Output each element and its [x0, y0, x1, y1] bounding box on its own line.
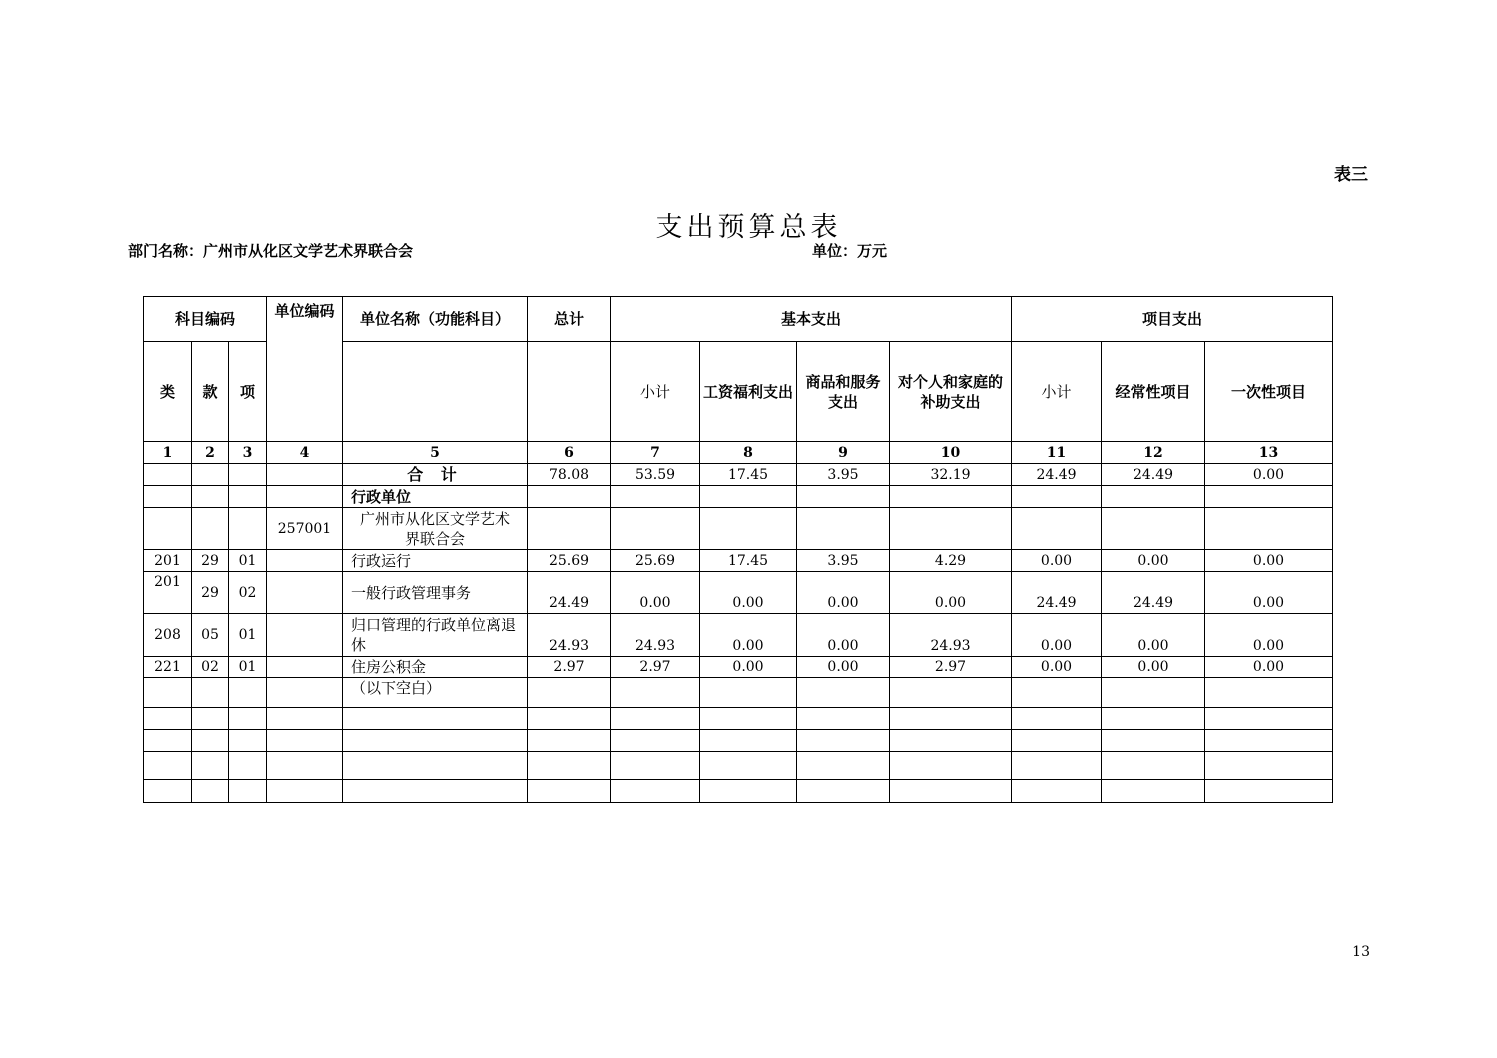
cell-salary: 0.00 — [700, 614, 797, 657]
cell-project-subtotal — [1012, 508, 1102, 550]
cell-project-subtotal — [1012, 486, 1102, 508]
cell-salary: 0.00 — [700, 657, 797, 678]
empty-row — [144, 752, 1333, 780]
cell-recurring: 0.00 — [1102, 550, 1205, 572]
header-lei: 类 — [144, 342, 192, 442]
cell-xiang — [229, 508, 267, 550]
header-kuan: 款 — [192, 342, 229, 442]
header-xiang: 项 — [229, 342, 267, 442]
index-cell: 10 — [890, 442, 1012, 464]
cell-project-subtotal — [1012, 678, 1102, 708]
cell-unit-code — [267, 572, 343, 614]
index-cell: 7 — [611, 442, 700, 464]
cell-total: 78.08 — [528, 464, 611, 486]
cell-kuan: 29 — [192, 550, 229, 572]
cell-unit-name: 住房公积金 — [343, 657, 528, 678]
header-personal-subsidy: 对个人和家庭的补助支出 — [890, 342, 1012, 442]
cell-unit-code: 257001 — [267, 508, 343, 550]
cell-goods: 0.00 — [797, 657, 890, 678]
cell-xiang — [229, 678, 267, 708]
cell-total: 2.97 — [528, 657, 611, 678]
cell-unit-code — [267, 614, 343, 657]
cell-onetime: 0.00 — [1205, 572, 1333, 614]
header-blank-total — [528, 342, 611, 442]
index-cell: 13 — [1205, 442, 1333, 464]
cell-basic-subtotal — [611, 486, 700, 508]
header-unit-name: 单位名称（功能科目） — [343, 297, 528, 342]
cell-lei: 221 — [144, 657, 192, 678]
cell-xiang — [229, 486, 267, 508]
table-number: 表三 — [1334, 165, 1368, 185]
cell-onetime: 0.00 — [1205, 550, 1333, 572]
index-cell: 3 — [229, 442, 267, 464]
cell-lei: 201 — [144, 572, 192, 614]
header-recurring-project: 经常性项目 — [1102, 342, 1205, 442]
budget-table — [143, 296, 1333, 803]
cell-lei — [144, 464, 192, 486]
index-row — [144, 442, 1333, 464]
index-cell: 6 — [528, 442, 611, 464]
cell-onetime: 0.00 — [1205, 464, 1333, 486]
department-name: 部门名称：广州市从化区文学艺术界联合会 — [128, 242, 414, 260]
cell-salary: 17.45 — [700, 550, 797, 572]
cell-recurring: 24.49 — [1102, 572, 1205, 614]
cell-unit-name: 行政单位 — [343, 486, 528, 508]
index-cell: 2 — [192, 442, 229, 464]
table-row — [144, 486, 1333, 508]
header-unit-code: 单位编码 — [267, 297, 343, 442]
cell-project-subtotal: 0.00 — [1012, 614, 1102, 657]
cell-unit-code — [267, 657, 343, 678]
page-title: 支出预算总表 — [655, 212, 842, 243]
cell-total — [528, 486, 611, 508]
cell-personal — [890, 508, 1012, 550]
cell-goods: 0.00 — [797, 572, 890, 614]
cell-kuan: 29 — [192, 572, 229, 614]
cell-project-subtotal: 24.49 — [1012, 464, 1102, 486]
table-row — [144, 572, 1333, 614]
cell-onetime — [1205, 508, 1333, 550]
index-cell: 4 — [267, 442, 343, 464]
cell-goods — [797, 486, 890, 508]
cell-kuan: 02 — [192, 657, 229, 678]
cell-basic-subtotal: 0.00 — [611, 572, 700, 614]
cell-kuan — [192, 678, 229, 708]
cell-kuan — [192, 508, 229, 550]
cell-personal — [890, 678, 1012, 708]
cell-recurring — [1102, 486, 1205, 508]
empty-row — [144, 708, 1333, 730]
cell-kuan — [192, 486, 229, 508]
cell-unit-name: （以下空白） — [343, 678, 528, 708]
index-cell: 9 — [797, 442, 890, 464]
cell-project-subtotal: 0.00 — [1012, 550, 1102, 572]
cell-xiang — [229, 464, 267, 486]
cell-lei — [144, 508, 192, 550]
cell-onetime — [1205, 486, 1333, 508]
cell-basic-subtotal: 53.59 — [611, 464, 700, 486]
header-blank-name — [343, 342, 528, 442]
cell-goods: 0.00 — [797, 614, 890, 657]
cell-onetime — [1205, 678, 1333, 708]
cell-recurring: 0.00 — [1102, 657, 1205, 678]
cell-lei: 208 — [144, 614, 192, 657]
cell-unit-name: 行政运行 — [343, 550, 528, 572]
cell-unit-name: 合 计 — [343, 464, 528, 486]
cell-kuan: 05 — [192, 614, 229, 657]
cell-lei — [144, 678, 192, 708]
cell-salary — [700, 678, 797, 708]
cell-personal: 2.97 — [890, 657, 1012, 678]
cell-kuan — [192, 464, 229, 486]
cell-xiang: 01 — [229, 614, 267, 657]
cell-goods: 3.95 — [797, 464, 890, 486]
cell-unit-name: 广州市从化区文学艺术界联合会 — [343, 508, 528, 550]
header-basic-expenditure: 基本支出 — [611, 297, 1012, 342]
index-cell: 11 — [1012, 442, 1102, 464]
cell-goods: 3.95 — [797, 550, 890, 572]
cell-total: 24.93 — [528, 614, 611, 657]
index-cell: 5 — [343, 442, 528, 464]
cell-personal — [890, 486, 1012, 508]
header-project-subtotal: 小计 — [1012, 342, 1102, 442]
cell-onetime: 0.00 — [1205, 614, 1333, 657]
header-total: 总计 — [528, 297, 611, 342]
cell-personal: 4.29 — [890, 550, 1012, 572]
cell-project-subtotal: 24.49 — [1012, 572, 1102, 614]
header-goods-services: 商品和服务支出 — [797, 342, 890, 442]
page-number: 13 — [1352, 944, 1370, 960]
cell-unit-name: 一般行政管理事务 — [343, 572, 528, 614]
cell-basic-subtotal — [611, 678, 700, 708]
cell-personal: 24.93 — [890, 614, 1012, 657]
header-onetime-project: 一次性项目 — [1205, 342, 1333, 442]
cell-xiang: 01 — [229, 657, 267, 678]
currency-unit: 单位：万元 — [812, 242, 888, 260]
cell-unit-code — [267, 678, 343, 708]
cell-unit-code — [267, 464, 343, 486]
cell-goods — [797, 678, 890, 708]
table-row — [144, 614, 1333, 657]
cell-salary — [700, 486, 797, 508]
cell-total — [528, 508, 611, 550]
cell-personal: 0.00 — [890, 572, 1012, 614]
cell-basic-subtotal: 24.93 — [611, 614, 700, 657]
cell-recurring: 24.49 — [1102, 464, 1205, 486]
header-row-1 — [144, 297, 1333, 342]
empty-row — [144, 780, 1333, 803]
table-row — [144, 678, 1333, 708]
cell-basic-subtotal: 25.69 — [611, 550, 700, 572]
header-salary: 工资福利支出 — [700, 342, 797, 442]
header-project-expenditure: 项目支出 — [1012, 297, 1333, 342]
header-subject-code: 科目编码 — [144, 297, 267, 342]
cell-unit-code — [267, 550, 343, 572]
cell-lei — [144, 486, 192, 508]
cell-lei: 201 — [144, 550, 192, 572]
cell-personal: 32.19 — [890, 464, 1012, 486]
table-row — [144, 550, 1333, 572]
table-row — [144, 657, 1333, 678]
index-cell: 1 — [144, 442, 192, 464]
cell-goods — [797, 508, 890, 550]
cell-xiang: 01 — [229, 550, 267, 572]
cell-unit-code — [267, 486, 343, 508]
cell-xiang: 02 — [229, 572, 267, 614]
cell-basic-subtotal: 2.97 — [611, 657, 700, 678]
index-cell: 8 — [700, 442, 797, 464]
cell-recurring — [1102, 678, 1205, 708]
cell-unit-name: 归口管理的行政单位离退休 — [343, 614, 528, 657]
cell-recurring: 0.00 — [1102, 614, 1205, 657]
cell-salary: 0.00 — [700, 572, 797, 614]
cell-project-subtotal: 0.00 — [1012, 657, 1102, 678]
header-basic-subtotal: 小计 — [611, 342, 700, 442]
empty-row — [144, 730, 1333, 752]
cell-salary: 17.45 — [700, 464, 797, 486]
table-row — [144, 508, 1333, 550]
cell-total: 24.49 — [528, 572, 611, 614]
cell-salary — [700, 508, 797, 550]
cell-basic-subtotal — [611, 508, 700, 550]
cell-total: 25.69 — [528, 550, 611, 572]
table-row-total — [144, 464, 1333, 486]
cell-onetime: 0.00 — [1205, 657, 1333, 678]
cell-recurring — [1102, 508, 1205, 550]
index-cell: 12 — [1102, 442, 1205, 464]
cell-total — [528, 678, 611, 708]
